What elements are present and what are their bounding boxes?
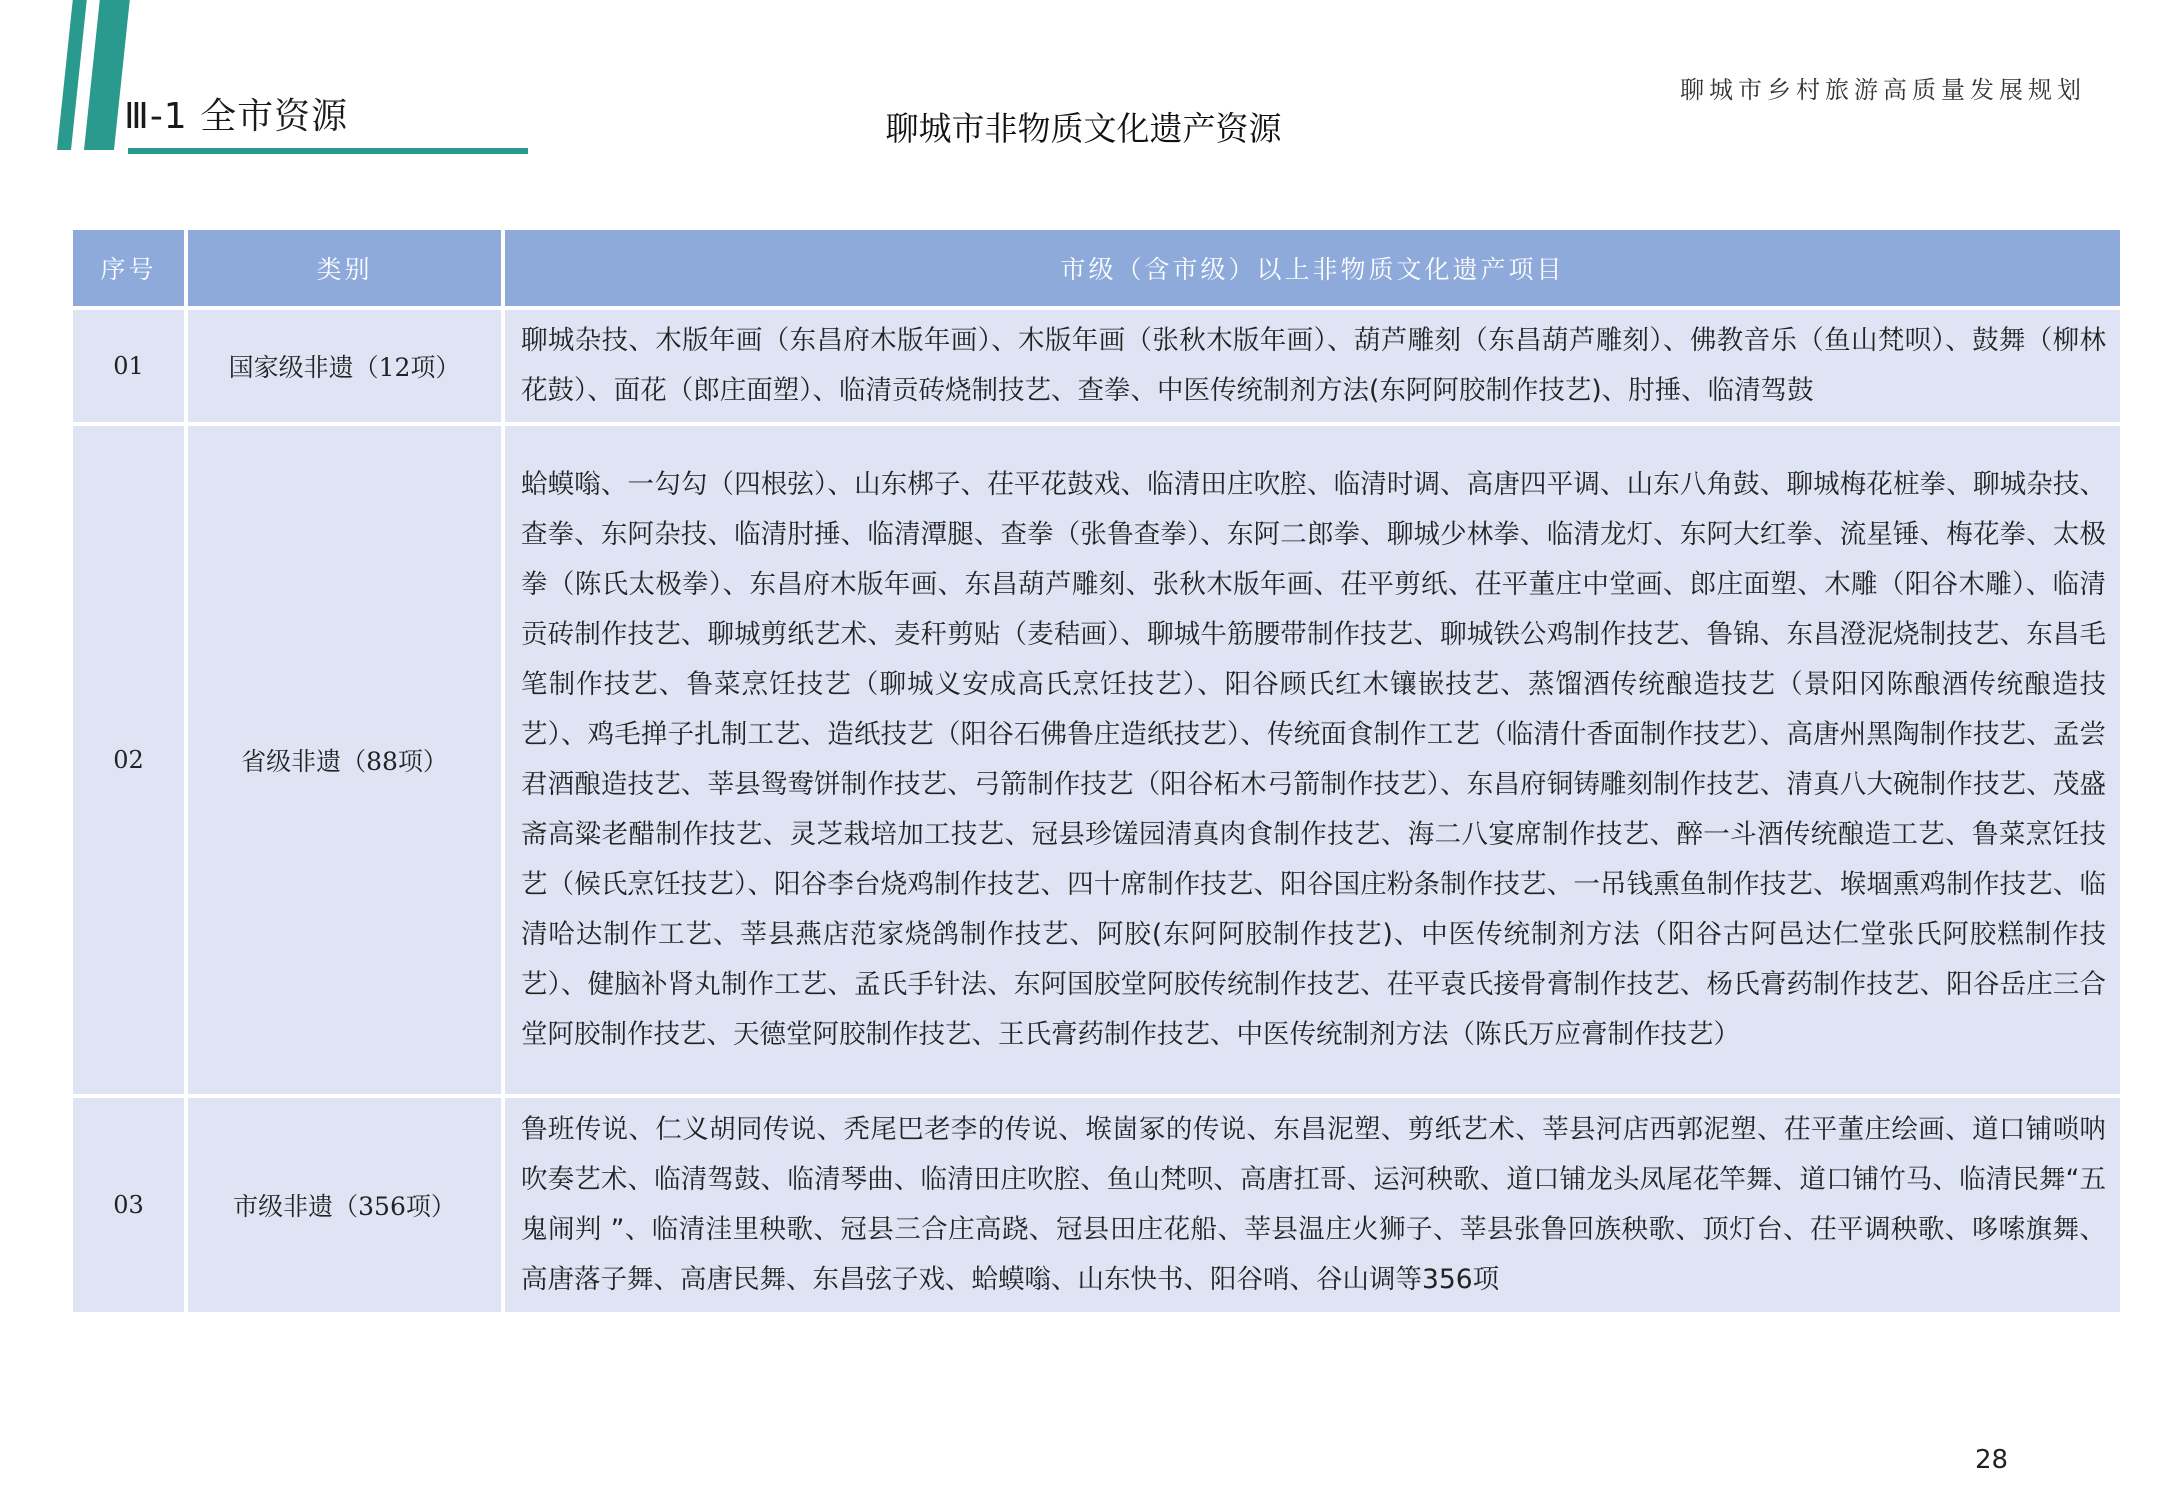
header-category: 类别: [188, 230, 501, 306]
row-number: 03: [73, 1098, 184, 1312]
row-items: 鲁班传说、仁义胡同传说、秃尾巴老李的传说、堠崮冢的传说、东昌泥塑、剪纸艺术、莘县河店西郭泥塑、茌平董庄绘画、道口铺唢呐吹奏艺术、临清驾鼓、临清琴曲、临清田庄吹腔、鱼山梵呗、高唐扛哥、运河秧歌、道口铺龙头凤尾花竿舞、道口铺竹马、临清民舞“五鬼闹判 ”、临清洼里秧歌、冠县三合庄高跷、冠县田庄花船、莘县温庄火狮子、莘县张鲁回族秧歌、顶灯台、茌平调秧歌、哆嗦旗舞、高唐落子舞、高唐民舞、东昌弦子戏、蛤蟆嗡、山东快书、阳谷哨、谷山调等356项: [505, 1098, 2120, 1312]
document-title: 聊城市乡村旅游高质量发展规划: [1680, 76, 2086, 104]
row-number: 01: [73, 310, 184, 422]
row-items: 聊城杂技、木版年画（东昌府木版年画）、木版年画（张秋木版年画）、葫芦雕刻（东昌葫芦雕刻）、佛教音乐（鱼山梵呗）、鼓舞（柳林花鼓）、面花（郎庄面塑）、临清贡砖烧制技艺、查拳、中医传统制剂方法(东阿阿胶制作技艺)、肘捶、临清驾鼓: [505, 310, 2120, 422]
table-row: [73, 426, 2120, 1094]
table-row: [73, 1098, 2120, 1312]
row-category: 市级非遗（356项）: [188, 1098, 501, 1312]
row-category: 国家级非遗（12项）: [188, 310, 501, 422]
row-category: 省级非遗（88项）: [188, 426, 501, 1094]
header-serial-number: 序号: [73, 230, 184, 306]
page-number: 28: [1975, 1445, 2009, 1475]
row-items: 蛤蟆嗡、一勾勾（四根弦）、山东梆子、茌平花鼓戏、临清田庄吹腔、临清时调、高唐四平调、山东八角鼓、聊城梅花桩拳、聊城杂技、查拳、东阿杂技、临清肘捶、临清潭腿、查拳（张鲁查拳）、东阿二郎拳、聊城少林拳、临清龙灯、东阿大红拳、流星锤、梅花拳、太极拳（陈氏太极拳）、东昌府木版年画、东昌葫芦雕刻、张秋木版年画、茌平剪纸、茌平董庄中堂画、郎庄面塑、木雕（阳谷木雕）、临清贡砖制作技艺、聊城剪纸艺术、麦秆剪贴（麦秸画）、聊城牛筋腰带制作技艺、聊城铁公鸡制作技艺、鲁锦、东昌澄泥烧制技艺、东昌毛笔制作技艺、鲁菜烹饪技艺（聊城义安成高氏烹饪技艺）、阳谷顾氏红木镶嵌技艺、蒸馏酒传统酿造技艺（景阳冈陈酿酒传统酿造技艺）、鸡毛掸子扎制工艺、造纸技艺（阳谷石佛鲁庄造纸技艺）、传统面食制作工艺（临清什香面制作技艺）、高唐州黑陶制作技艺、孟尝君酒酿造技艺、莘县鸳鸯饼制作技艺、弓箭制作技艺（阳谷柘木弓箭制作技艺）、东昌府铜铸雕刻制作技艺、清真八大碗制作技艺、茂盛斋高粱老醋制作技艺、灵芝栽培加工技艺、冠县珍馐园清真肉食制作技艺、海二八宴席制作技艺、醉一斗酒传统酿造工艺、鲁菜烹饪技艺（候氏烹饪技艺）、阳谷李台烧鸡制作技艺、四十席制作技艺、阳谷国庄粉条制作技艺、一吊钱熏鱼制作技艺、堠堌熏鸡制作技艺、临清哈达制作工艺、莘县燕店范家烧鸽制作技艺、阿胶(东阿阿胶制作技艺)、中医传统制剂方法（阳谷古阿邑达仁堂张氏阿胶糕制作技艺）、健脑补肾丸制作工艺、孟氏手针法、东阿国胶堂阿胶传统制作技艺、茌平袁氏接骨膏制作技艺、杨氏膏药制作技艺、阳谷岳庄三合堂阿胶制作技艺、天德堂阿胶制作技艺、王氏膏药制作技艺、中医传统制剂方法（陈氏万应膏制作技艺）: [505, 426, 2120, 1094]
heritage-table: [69, 226, 2124, 1316]
table-header-row: [73, 230, 2120, 306]
section-title: Ⅲ-1 全市资源: [124, 96, 349, 137]
table-row: [73, 310, 2120, 422]
row-number: 02: [73, 426, 184, 1094]
header-heritage-items: 市级（含市级）以上非物质文化遗产项目: [505, 230, 2120, 306]
page-title: 聊城市非物质文化遗产资源: [885, 109, 1282, 148]
